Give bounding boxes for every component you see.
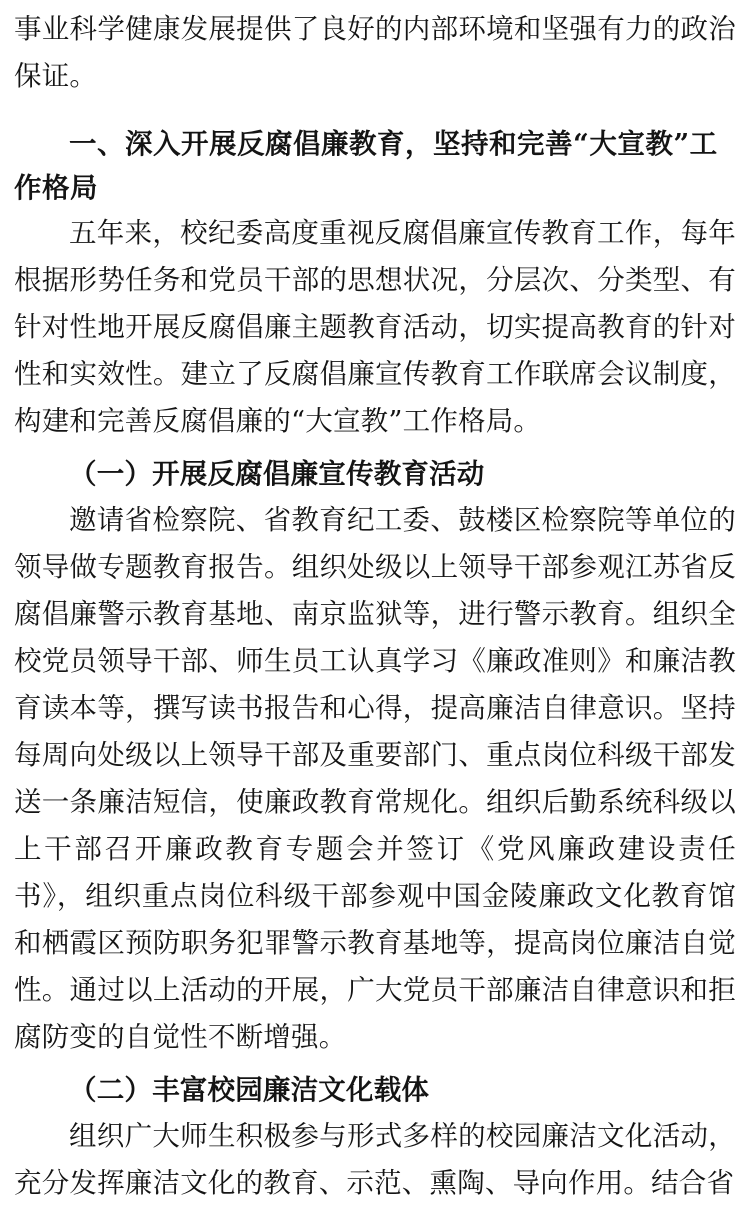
document-body: [14, 6, 736, 1207]
paragraph-continued-top: 事业科学健康发展提供了良好的内部环境和坚强有力的政治保证。: [14, 13, 736, 92]
heading-subsection-one: （一）开展反腐倡廉宣传教育活动: [69, 458, 485, 490]
heading-section-one: 一、深入开展反腐倡廉教育，坚持和完善“大宣教”工作格局: [14, 128, 718, 204]
paragraph-subsection-two-body: 组织广大师生积极参与形式多样的校园廉洁文化活动，充分发挥廉洁文化的教育、示范、熏陶、导向作用。结合省: [14, 1120, 736, 1199]
heading-subsection-two: （二）丰富校园廉洁文化载体: [69, 1074, 430, 1106]
paragraph-section-one-intro: 五年来，校纪委高度重视反腐倡廉宣传教育工作，每年根据形势任务和党员干部的思想状况，分层次、分类型、有针对性地开展反腐倡廉主题教育活动，切实提高教育的针对性和实效性。建立了反腐倡廉宣传教育工作联席会议制度，构建和完善反腐倡廉的“大宣教”工作格局。: [14, 217, 736, 437]
paragraph-subsection-one-body: 邀请省检察院、省教育纪工委、鼓楼区检察院等单位的领导做专题教育报告。组织处级以上领导干部参观江苏省反腐倡廉警示教育基地、南京监狱等，进行警示教育。组织全校党员领导干部、师生员工认真学习《廉政准则》和廉洁教育读本等，撰写读书报告和心得，提高廉洁自律意识。坚持每周向处级以上领导干部及重要部门、重点岗位科级干部发送一条廉洁短信，使廉政教育常规化。组织后勤系统科级以上干部召开廉政教育专题会并签订《党风廉政建设责任书》，组织重点岗位科级干部参观中国金陵廉政文化教育馆和栖霞区预防职务犯罪警示教育基地等，提高岗位廉洁自觉性。通过以上活动的开展，广大党员干部廉洁自律意识和拒腐防变的自觉性不断增强。: [14, 504, 736, 1053]
